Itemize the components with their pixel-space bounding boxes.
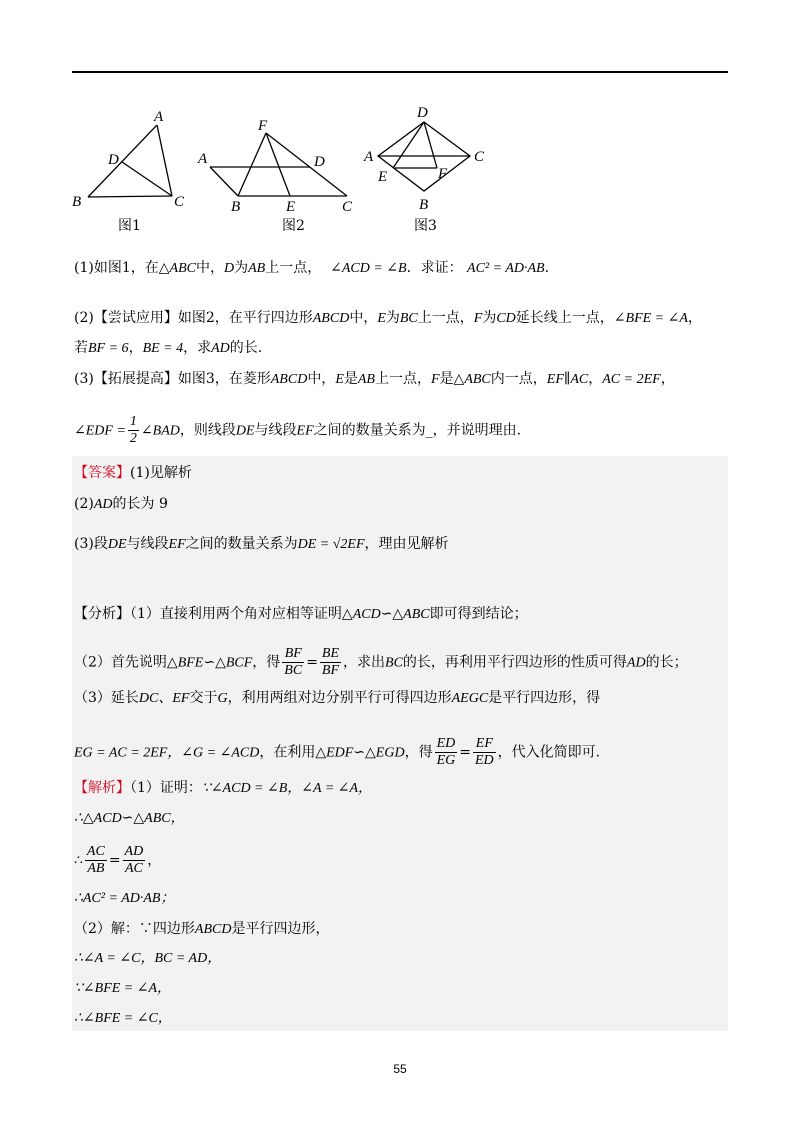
solution-tag: 【解析】 bbox=[74, 780, 130, 796]
solution-line-2: ∴△ACD∽△ABC， bbox=[74, 811, 185, 826]
question-part-2-line-1: (2)【尝试应用】如图2，在平行四边形ABCD中，E为BC上一点，F为CD延长线上一点，∠BFE = ∠A， bbox=[74, 310, 702, 326]
analysis-tag: 【分析】 bbox=[74, 606, 130, 622]
solution-line-5: （2）解：∵四边形ABCD是平行四边形， bbox=[74, 921, 330, 937]
solution-line-1: 【解析】（1）证明：∵∠ACD = ∠B，∠A = ∠A， bbox=[74, 780, 373, 796]
question-part-3-line-1: (3)【拓展提高】如图3，在菱形ABCD中，E是AB上一点，F是△ABC内一点，EF∥AC，AC = 2EF， bbox=[74, 371, 675, 387]
solution-line-3: ∴ $\frac{AC}{AB}$ = $\frac{AD}{AC}$ ， bbox=[74, 844, 162, 876]
fraction-bf-bc: $\frac{BF}{BC}$ bbox=[284, 646, 303, 678]
fig3-label-e: E bbox=[378, 169, 388, 185]
figure-3 bbox=[378, 122, 470, 191]
fig2-label-e: E bbox=[286, 199, 296, 215]
fig1-label-d: D bbox=[108, 152, 119, 168]
solution-line-8: ∴∠BFE = ∠C， bbox=[74, 1011, 172, 1026]
question-part-1: (1)如图1，在△ABC中，D为AB上一点， ∠ACD = ∠B．求证： AC² = AD·AB． bbox=[74, 260, 559, 276]
fig3-label-f: F bbox=[438, 166, 448, 182]
figure-2 bbox=[210, 133, 347, 196]
fraction-ed-eg: $\frac{ED}{EG}$ bbox=[436, 736, 456, 768]
fig1-side-ac bbox=[157, 125, 172, 196]
analysis-line-1: 【分析】（1）直接利用两个角对应相等证明△ACD∽△ABC即可得到结论； bbox=[74, 606, 528, 622]
solution-line-6: ∴∠A = ∠C，BC = AD， bbox=[74, 951, 222, 966]
fig3-segment-de bbox=[393, 122, 424, 168]
figures bbox=[60, 100, 500, 240]
solution-line-7: ∵∠BFE = ∠A， bbox=[74, 981, 172, 996]
fig1-label-b: B bbox=[72, 194, 82, 210]
page-number: 55 bbox=[393, 1062, 407, 1076]
fig1-side-ba bbox=[88, 125, 157, 197]
answer-line-2: (2)AD的长为 9 bbox=[74, 496, 168, 512]
fig1-label-a: A bbox=[154, 109, 164, 125]
fig2-label-b: B bbox=[231, 199, 241, 215]
fig3-segment-df bbox=[424, 122, 437, 168]
fig3-caption: 图3 bbox=[414, 218, 437, 234]
fig3-label-c: C bbox=[474, 149, 485, 165]
fraction-ef-ed: $\frac{EF}{ED}$ bbox=[474, 736, 494, 768]
fig1-side-bc bbox=[88, 196, 172, 197]
fraction-be-bf: $\frac{BE}{BF}$ bbox=[321, 646, 340, 678]
answer-line-1: 【答案】(1)见解析 bbox=[74, 465, 192, 481]
answer-line-3: (3)段DE与线段EF之间的数量关系为DE = √2EF，理由见解析 bbox=[74, 536, 449, 552]
fig2-side-ab bbox=[210, 167, 238, 196]
fig2-label-c: C bbox=[342, 199, 353, 215]
question-part-3-line-2: ∠EDF = $\frac{1}{2}$ ∠BAD，则线段DE与线段EF之间的数量关系为_，并说明理由. bbox=[74, 414, 522, 446]
analysis-line-3: （3）延长DC、EF交于G，利用两组对边分别平行可得四边形AEGC是平行四边形，得 bbox=[74, 690, 601, 706]
fig2-label-f: F bbox=[258, 118, 268, 134]
fig3-label-d: D bbox=[417, 105, 428, 121]
solution-line-4: ∴AC² = AD·AB； bbox=[74, 891, 175, 906]
fig2-label-d: D bbox=[314, 154, 325, 170]
fraction-ac-ab: $\frac{AC}{AB}$ bbox=[86, 844, 105, 876]
question-part-2-line-2: 若BF = 6，BE = 4，求AD的长. bbox=[74, 340, 263, 356]
fraction-one-half: $\frac{1}{2}$ bbox=[129, 414, 137, 446]
analysis-line-2: （2）首先说明△BFE∽△BCF，得 $\frac{BF}{BC}$ = $\frac{BE}{BF}$ ，求出BC的长，再利用平行四边形的性质可得AD的长； bbox=[74, 646, 688, 678]
fig3-label-a: A bbox=[364, 149, 374, 165]
figure-1 bbox=[88, 125, 172, 197]
fig2-segment-fb bbox=[238, 133, 266, 196]
fig3-label-b: B bbox=[419, 197, 429, 213]
header-rule bbox=[72, 71, 728, 73]
fig2-label-a: A bbox=[198, 151, 208, 167]
fraction-ad-ac: $\frac{AD}{AC}$ bbox=[124, 844, 144, 876]
answer-tag: 【答案】 bbox=[74, 465, 130, 481]
analysis-line-4: EG = AC = 2EF，∠G = ∠ACD，在利用△EDF∽△EGD，得 $\frac{ED}{EG}$ = $\frac{EF}{ED}$ ，代入化简即可. bbox=[74, 736, 601, 768]
fig2-caption: 图2 bbox=[282, 218, 305, 234]
fig1-segment-cd bbox=[122, 162, 172, 196]
fig1-caption: 图1 bbox=[118, 218, 141, 234]
fig1-label-c: C bbox=[174, 194, 185, 210]
